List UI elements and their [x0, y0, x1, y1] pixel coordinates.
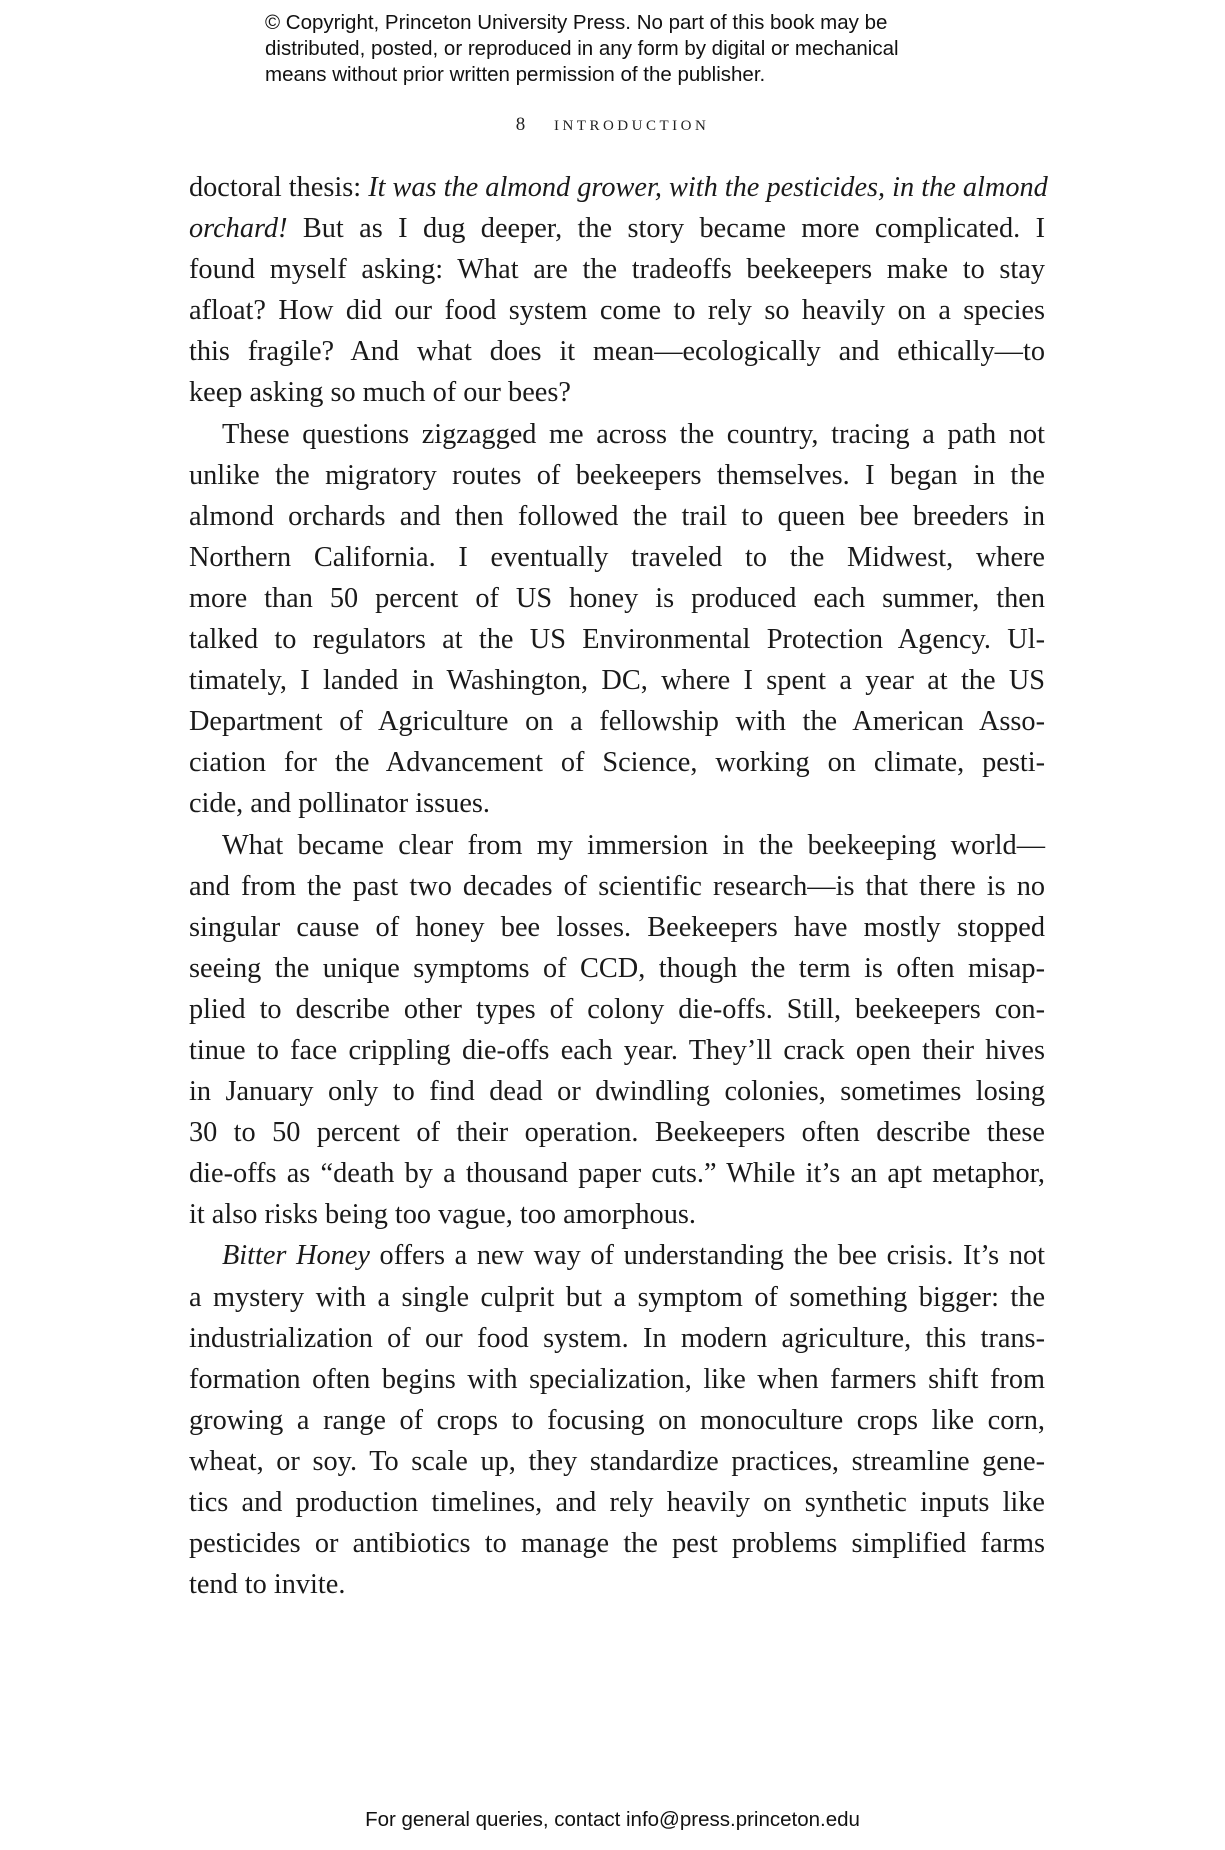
- text-line: [189, 1359, 1045, 1400]
- copyright-line: © Copyright, Princeton University Press. No part of this book may be: [265, 11, 888, 34]
- text-segment: Department of Agriculture on a fellowship with the American Asso-: [189, 706, 1045, 738]
- text-segment: die-offs as “death by a thousand paper cuts.” While it’s an apt metaphor,: [189, 1158, 1045, 1190]
- text-line: [189, 948, 1045, 989]
- text-segment: growing a range of crops to focusing on monoculture crops like corn,: [189, 1404, 1045, 1436]
- section-title: introduction: [553, 110, 710, 135]
- paragraph: [189, 167, 1048, 414]
- text-segment: seeing the unique symptoms of CCD, though the term is often misap-: [189, 952, 1045, 984]
- text-line: [189, 496, 1045, 537]
- text-line: [189, 660, 1045, 701]
- paragraph: [189, 414, 1045, 825]
- text-segment: tinue to face crippling die-offs each year. They’ll crack open their hives: [189, 1034, 1045, 1066]
- text-segment: timately, I landed in Washington, DC, where I spent a year at the US: [189, 665, 1045, 697]
- text-line: [189, 167, 1048, 208]
- text-line: [189, 1441, 1045, 1482]
- text-segment: plied to describe other types of colony die-offs. Still, beekeepers con-: [189, 993, 1045, 1025]
- text-line: [189, 372, 1045, 413]
- text-line: [189, 1564, 1045, 1605]
- text-line: [189, 1030, 1045, 1071]
- text-line: [189, 455, 1045, 496]
- text-segment: a mystery with a single culprit but a symptom of something bigger: the: [189, 1281, 1045, 1313]
- paragraph: [189, 825, 1045, 1236]
- text-segment: But as I dug deeper, the story became more complicated. I: [287, 213, 1045, 245]
- text-line: [189, 701, 1045, 742]
- body-text: [189, 167, 1048, 1605]
- text-line: [189, 331, 1045, 372]
- page-number: 8: [515, 114, 526, 135]
- paragraph: [189, 1235, 1045, 1605]
- italic-text: It was the almond grower, with the pesticides, in the almond: [368, 172, 1048, 203]
- text-line: [189, 783, 1045, 824]
- copyright-line: means without prior written permission of the publisher.: [265, 63, 766, 86]
- text-segment: These questions zigzagged me across the country, tracing a path not: [222, 418, 1045, 450]
- text-segment: talked to regulators at the US Environmental Protection Agency. Ul-: [189, 624, 1045, 656]
- italic-text: Bitter Honey: [222, 1240, 370, 1272]
- text-line: [189, 414, 1045, 455]
- text-line: [189, 1400, 1045, 1441]
- text-line: [189, 290, 1045, 331]
- text-segment: formation often begins with specialization, like when farmers shift from: [189, 1363, 1045, 1395]
- text-line: [189, 1235, 1045, 1276]
- text-line: [189, 249, 1045, 290]
- text-line: [189, 537, 1045, 578]
- text-line: [189, 1523, 1045, 1564]
- text-line: [189, 1482, 1045, 1523]
- text-line: [189, 989, 1045, 1030]
- text-segment: almond orchards and then followed the trail to queen bee breeders in: [189, 500, 1045, 532]
- footer-contact: For general queries, contact info@press.princeton.edu: [365, 1808, 860, 1831]
- text-segment: cide, and pollinator issues.: [189, 788, 490, 820]
- text-segment: ciation for the Advancement of Science, working on climate, pesti-: [189, 747, 1045, 779]
- text-segment: it also risks being too vague, too amorphous.: [189, 1199, 696, 1231]
- text-segment: more than 50 percent of US honey is produced each summer, then: [189, 582, 1045, 614]
- text-segment: industrialization of our food system. In modern agriculture, this trans-: [189, 1322, 1045, 1354]
- text-line: [189, 1318, 1045, 1359]
- text-line: [189, 1071, 1045, 1112]
- text-segment: pesticides or antibiotics to manage the pest problems simplified farms: [189, 1528, 1045, 1560]
- text-segment: in January only to find dead or dwindling colonies, sometimes losing: [189, 1076, 1045, 1108]
- text-line: [189, 742, 1045, 783]
- text-line: [189, 578, 1045, 619]
- text-line: [189, 619, 1045, 660]
- text-segment: and from the past two decades of scientific research—is that there is no: [189, 870, 1045, 902]
- text-segment: doctoral thesis:: [189, 172, 369, 203]
- text-line: [189, 1153, 1045, 1194]
- text-segment: tend to invite.: [189, 1569, 346, 1601]
- text-line: [189, 866, 1045, 907]
- text-segment: this fragile? And what does it mean—ecologically and ethically—to: [189, 336, 1045, 368]
- text-line: [189, 1194, 1045, 1235]
- copyright-line: distributed, posted, or reproduced in any form by digital or mechanical: [265, 37, 899, 60]
- text-segment: wheat, or soy. To scale up, they standardize practices, streamline gene-: [189, 1445, 1045, 1477]
- running-head: [0, 110, 1225, 136]
- text-segment: unlike the migratory routes of beekeepers themselves. I began in the: [189, 459, 1045, 491]
- text-segment: afloat? How did our food system come to rely so heavily on a species: [189, 295, 1045, 327]
- text-line: [189, 825, 1045, 866]
- text-segment: tics and production timelines, and rely heavily on synthetic inputs like: [189, 1487, 1045, 1518]
- text-segment: 30 to 50 percent of their operation. Beekeepers often describe these: [189, 1117, 1045, 1149]
- text-segment: What became clear from my immersion in the beekeeping world—: [222, 829, 1045, 861]
- text-segment: found myself asking: What are the tradeoffs beekeepers make to stay: [189, 254, 1045, 286]
- text-line: [189, 208, 1045, 249]
- copyright-notice: [265, 10, 1025, 88]
- text-line: [189, 1277, 1045, 1318]
- italic-text: orchard!: [189, 213, 288, 245]
- text-line: [189, 1112, 1045, 1153]
- text-segment: Northern California. I eventually traveled to the Midwest, where: [189, 541, 1045, 573]
- text-line: [189, 907, 1045, 948]
- text-segment: offers a new way of understanding the bee crisis. It’s not: [369, 1240, 1045, 1272]
- text-segment: singular cause of honey bee losses. Beekeepers have mostly stopped: [189, 911, 1045, 943]
- text-segment: keep asking so much of our bees?: [189, 377, 571, 409]
